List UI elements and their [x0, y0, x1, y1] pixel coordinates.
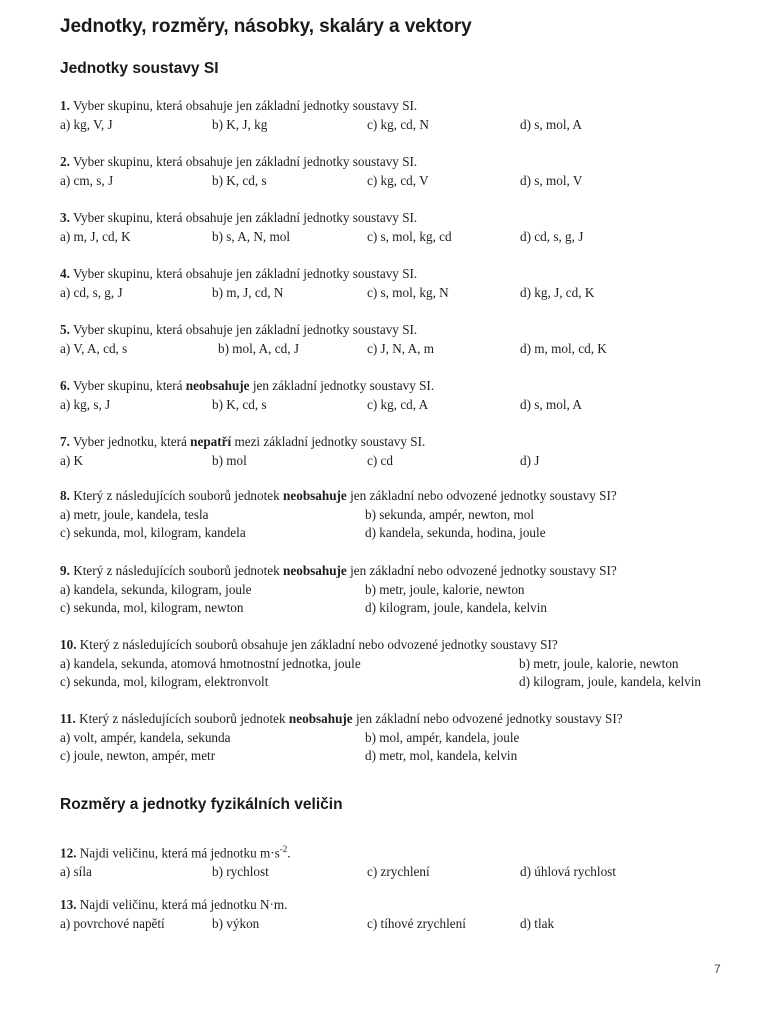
question-3 — [60, 209, 740, 246]
answer-option: c) kg, cd, A — [367, 396, 429, 412]
answer-option: d) s, mol, A — [520, 116, 582, 132]
answer-option: d) metr, mol, kandela, kelvin — [365, 748, 518, 763]
answer-option: b) sekunda, ampér, newton, mol — [365, 506, 535, 522]
question-number: 10. — [60, 637, 77, 652]
question-stem — [60, 153, 740, 172]
question-text-rest: jen základní jednotky soustavy SI. — [249, 378, 435, 393]
answer-option: d) s, mol, A — [520, 396, 582, 412]
question-emphasis: neobsahuje — [185, 378, 250, 393]
page-title: Jednotky, rozměry, násobky, skaláry a vektory — [60, 16, 472, 37]
question-number: 6. — [60, 378, 70, 393]
answer-row — [60, 863, 740, 882]
question-text: Který z následujících souborů jednotek — [73, 488, 284, 503]
answer-option: b) metr, joule, kalorie, newton — [519, 655, 679, 671]
question-stem — [60, 433, 740, 452]
question-stem — [60, 377, 740, 396]
question-text: Který z následujících souborů jednotek — [79, 711, 289, 726]
answer-option: d) m, mol, cd, K — [520, 340, 607, 356]
answer-option: a) kandela, sekunda, atomová hmotnostní jednotka, joule — [60, 655, 361, 671]
question-13 — [60, 896, 740, 933]
question-9 — [60, 562, 740, 618]
question-text: Najdi veličinu, která má jednotku m·s — [79, 845, 280, 861]
question-number: 9. — [60, 563, 70, 578]
question-text: Vyber skupinu, která — [72, 378, 186, 393]
answer-option: a) cd, s, g, J — [60, 284, 123, 300]
question-number: 13. — [60, 897, 77, 912]
question-text: Vyber skupinu, která obsahuje jen základní jednotky soustavy SI. — [72, 210, 418, 225]
question-text-end: . — [287, 845, 291, 861]
question-5 — [60, 321, 740, 358]
answer-option: d) kg, J, cd, K — [520, 284, 595, 300]
question-stem — [60, 321, 740, 340]
question-number: 12. — [60, 845, 77, 861]
question-text-rest: mezi základní jednotky soustavy SI. — [231, 434, 426, 449]
question-stem — [60, 487, 740, 506]
question-text: Vyber skupinu, která obsahuje jen základní jednotky soustavy SI. — [72, 322, 418, 337]
answer-row — [60, 506, 740, 525]
question-text: Který z následujících souborů jednotek — [73, 563, 284, 578]
section-heading: Jednotky soustavy SI — [60, 60, 219, 77]
answer-option: c) joule, newton, ampér, metr — [60, 748, 216, 763]
question-text: Vyber skupinu, která obsahuje jen základní jednotky soustavy SI. — [72, 98, 418, 113]
answer-option: c) J, N, A, m — [367, 340, 435, 356]
question-stem — [60, 840, 740, 863]
answer-option: b) K, J, kg — [212, 116, 268, 132]
answer-option: b) K, cd, s — [212, 396, 267, 412]
answer-option: d) cd, s, g, J — [520, 228, 584, 244]
answer-option: b) m, J, cd, N — [212, 284, 284, 300]
answer-row — [60, 673, 740, 692]
question-stem — [60, 209, 740, 228]
question-12 — [60, 840, 740, 881]
question-7 — [60, 433, 740, 470]
question-text-rest: jen základní nebo odvozené jednotky soustavy SI? — [346, 488, 617, 503]
answer-option: a) V, A, cd, s — [60, 340, 128, 356]
question-text-rest: jen základní nebo odvozené jednotky soustavy SI? — [352, 711, 623, 726]
answer-option: b) K, cd, s — [212, 172, 267, 188]
question-emphasis: neobsahuje — [283, 488, 347, 503]
answer-option: c) s, mol, kg, cd — [367, 228, 452, 244]
question-text-rest: jen základní nebo odvozené jednotky soustavy SI? — [346, 563, 617, 578]
answer-row — [60, 915, 740, 934]
answer-row — [60, 655, 740, 674]
question-stem — [60, 562, 740, 581]
answer-row — [60, 729, 740, 748]
question-number: 8. — [60, 488, 70, 503]
answer-option: d) kilogram, joule, kandela, kelvin — [519, 674, 702, 689]
answer-option: c) sekunda, mol, kilogram, elektronvolt — [60, 674, 269, 689]
answer-option: b) rychlost — [212, 863, 269, 879]
question-number: 7. — [60, 434, 70, 449]
answer-option: c) zrychlení — [367, 863, 430, 879]
answer-row — [60, 747, 740, 766]
question-emphasis: nepatří — [190, 434, 232, 449]
answer-option: b) mol, A, cd, J — [218, 340, 299, 356]
answer-option: a) kandela, sekunda, kilogram, joule — [60, 581, 252, 597]
answer-row — [60, 452, 740, 471]
answer-row — [60, 340, 740, 359]
answer-option: d) kilogram, joule, kandela, kelvin — [365, 600, 548, 615]
answer-option: b) mol — [212, 452, 247, 468]
answer-row — [60, 524, 740, 543]
answer-option: c) kg, cd, N — [367, 116, 429, 132]
question-text: Vyber skupinu, která obsahuje jen základní jednotky soustavy SI. — [72, 154, 418, 169]
answer-option: b) výkon — [212, 915, 260, 931]
unit-exponent: -2 — [279, 844, 288, 854]
answer-option: d) s, mol, V — [520, 172, 583, 188]
question-2 — [60, 153, 740, 190]
answer-option: a) kg, V, J — [60, 116, 113, 132]
question-8 — [60, 487, 740, 543]
question-emphasis: neobsahuje — [283, 563, 347, 578]
question-stem — [60, 265, 740, 284]
answer-option: b) metr, joule, kalorie, newton — [365, 581, 525, 597]
question-stem — [60, 97, 740, 116]
answer-option: d) J — [520, 452, 540, 468]
answer-option: a) m, J, cd, K — [60, 228, 131, 244]
answer-option: d) úhlová rychlost — [520, 863, 616, 879]
answer-option: a) metr, joule, kandela, tesla — [60, 506, 209, 522]
answer-option: b) mol, ampér, kandela, joule — [365, 729, 520, 745]
question-stem — [60, 636, 740, 655]
question-number: 1. — [60, 98, 70, 113]
answer-row — [60, 284, 740, 303]
answer-row — [60, 396, 740, 415]
answer-option: a) volt, ampér, kandela, sekunda — [60, 729, 231, 745]
answer-option: c) sekunda, mol, kilogram, newton — [60, 600, 244, 615]
question-emphasis: neobsahuje — [288, 711, 353, 726]
question-stem — [60, 710, 740, 729]
answer-row — [60, 116, 740, 135]
answer-option: a) síla — [60, 863, 92, 879]
section-heading: Rozměry a jednotky fyzikálních veličin — [60, 796, 343, 813]
answer-option: c) s, mol, kg, N — [367, 284, 449, 300]
answer-option: c) sekunda, mol, kilogram, kandela — [60, 525, 246, 540]
question-1 — [60, 97, 740, 134]
answer-option: d) kandela, sekunda, hodina, joule — [365, 525, 546, 540]
answer-option: a) cm, s, J — [60, 172, 114, 188]
answer-option: c) tíhové zrychlení — [367, 915, 466, 931]
answer-option: a) kg, s, J — [60, 396, 111, 412]
question-stem — [60, 896, 740, 915]
question-number: 3. — [60, 210, 70, 225]
answer-row — [60, 581, 740, 600]
answer-option: c) kg, cd, V — [367, 172, 429, 188]
answer-option: b) s, A, N, mol — [212, 228, 291, 244]
answer-row — [60, 228, 740, 247]
question-number: 5. — [60, 322, 70, 337]
question-10 — [60, 636, 740, 692]
question-11 — [60, 710, 740, 766]
answer-row — [60, 172, 740, 191]
page-number: 7 — [714, 962, 721, 976]
question-number: 4. — [60, 266, 70, 281]
question-text: Který z následujících souborů obsahuje jen základní nebo odvozené jednotky soustavy SI? — [79, 637, 558, 652]
answer-option: d) tlak — [520, 915, 555, 931]
question-number: 11. — [60, 711, 76, 726]
answer-row — [60, 599, 740, 618]
answer-option: a) K — [60, 452, 84, 468]
question-text: Vyber jednotku, která — [72, 434, 191, 449]
question-text: Najdi veličinu, která má jednotku N·m. — [79, 897, 288, 912]
answer-option: a) povrchové napětí — [60, 915, 165, 931]
question-text: Vyber skupinu, která obsahuje jen základní jednotky soustavy SI. — [72, 266, 418, 281]
question-4 — [60, 265, 740, 302]
question-6 — [60, 377, 740, 414]
answer-option: c) cd — [367, 452, 393, 468]
question-number: 2. — [60, 154, 70, 169]
